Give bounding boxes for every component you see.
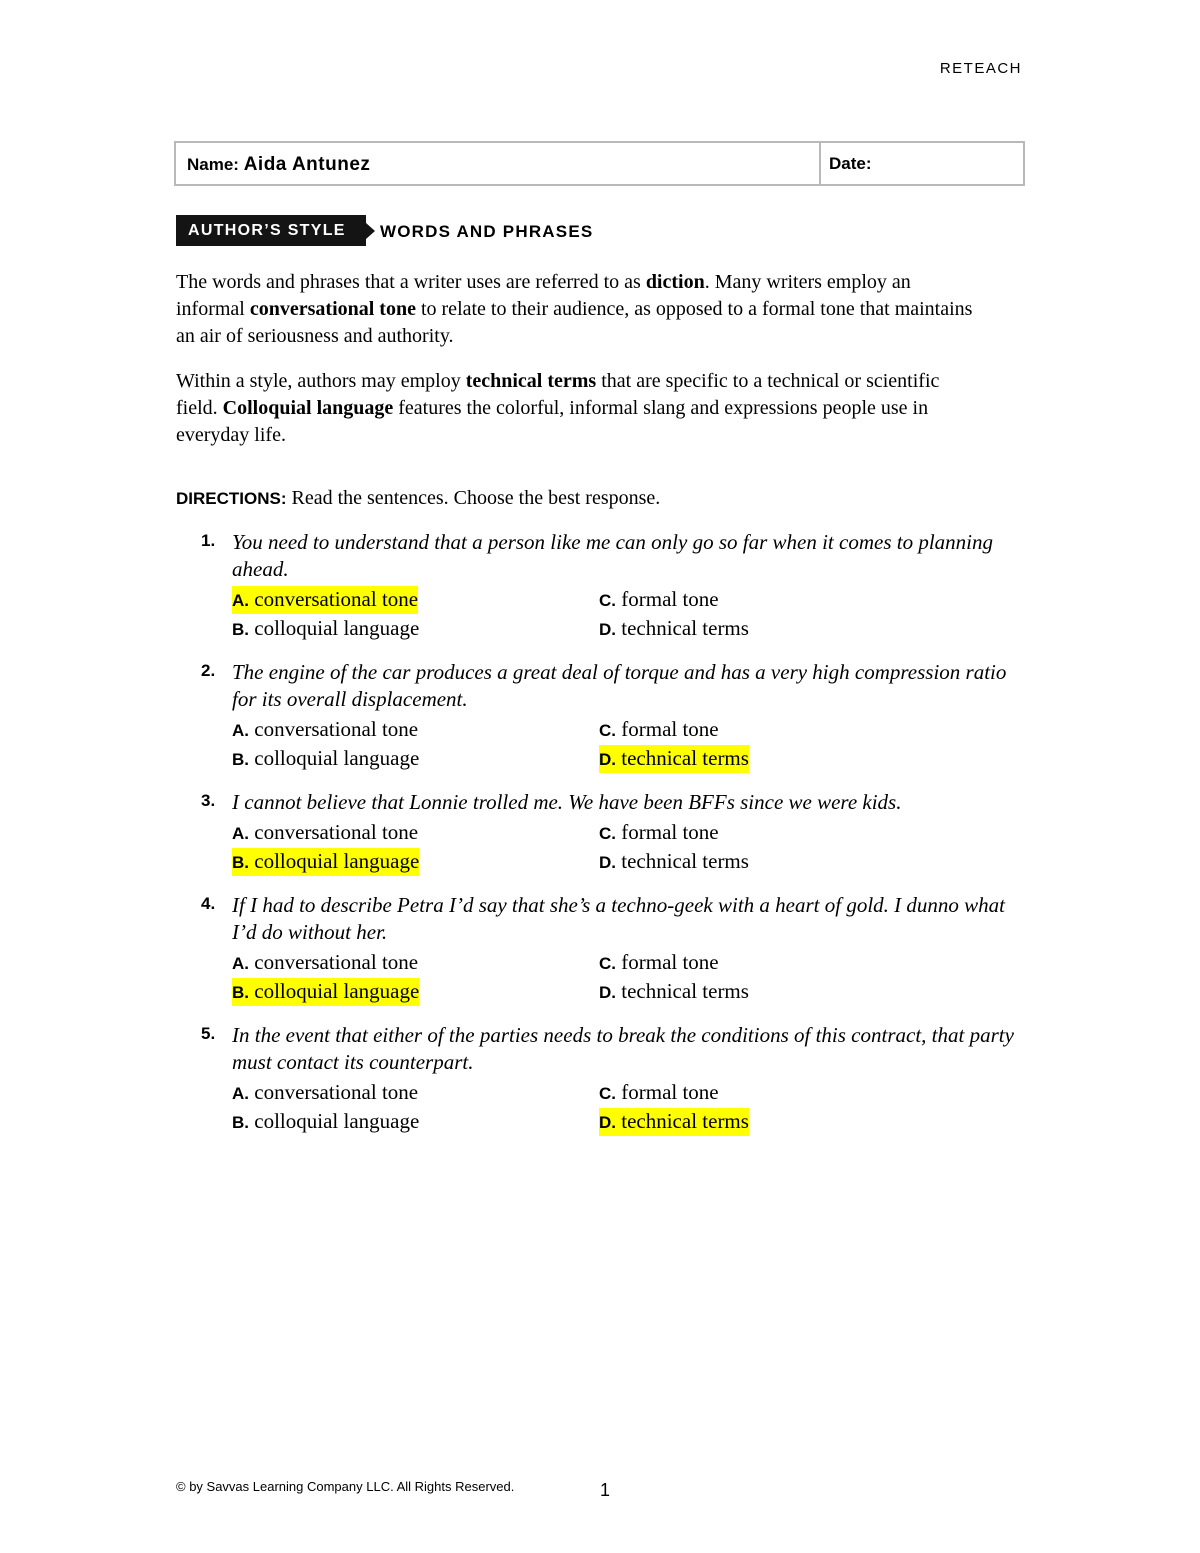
option-a[interactable] [232,716,418,744]
option-text: technical terms [616,746,749,770]
question-text: In the event that either of the parties needs to break the conditions of this contract, that party must contact its counterpart. [232,1023,1014,1074]
option-a[interactable] [232,819,418,847]
name-date-box [174,141,1025,186]
intro-paragraph-1 [176,269,976,350]
name-label: Name: [187,155,239,174]
option-letter: C. [599,954,616,973]
option-c[interactable] [599,586,719,614]
option-a[interactable] [232,949,418,977]
date-field[interactable] [821,143,1023,184]
page-number: 1 [600,1480,611,1500]
section-title: WORDS AND PHRASES [380,222,594,241]
option-text: colloquial language [249,1109,420,1133]
option-text: colloquial language [249,979,420,1003]
option-text: technical terms [616,979,749,1003]
question-text: If I had to describe Petra I’d say that she’s a techno-geek with a heart of gold. I dunno what I’d do without her. [232,893,1005,944]
option-b[interactable] [232,745,419,773]
intro-text: . Many writers employ an informal [176,271,911,320]
option-text: technical terms [616,1109,749,1133]
option-b[interactable] [232,848,419,876]
option-c[interactable] [599,716,719,744]
option-text: conversational tone [249,587,419,611]
option-letter: A. [232,721,249,740]
intro-text: to relate to their audience, as opposed to a formal tone that maintains an air of seriousness and authority. [176,298,973,347]
option-text: formal tone [616,820,719,844]
option-a[interactable] [232,1079,418,1107]
option-b[interactable] [232,1108,419,1136]
page-header-label: RETEACH [939,60,1022,77]
name-field[interactable] [176,143,821,184]
question-number: 4. [201,894,216,913]
option-text: formal tone [616,1080,719,1104]
option-letter: C. [599,721,616,740]
question-text: I cannot believe that Lonnie trolled me. We have been BFFs since we were kids. [232,790,902,814]
intro-text: The words and phrases that a writer uses are referred to as [176,271,646,293]
question-number: 3. [201,791,216,810]
directions [176,485,660,512]
option-letter: A. [232,591,249,610]
intro-paragraph-2 [176,368,976,449]
option-letter: C. [599,591,616,610]
option-text: technical terms [616,616,749,640]
directions-label: DIRECTIONS: [176,489,287,508]
option-letter: A. [232,1084,249,1103]
intro-text: Within a style, authors may employ [176,370,466,392]
option-text: colloquial language [249,849,420,873]
directions-text: Read the sentences. Choose the best response. [286,487,661,509]
option-text: conversational tone [249,1080,419,1104]
option-letter: D. [599,983,616,1002]
option-a[interactable] [232,586,418,614]
option-letter: B. [232,983,249,1002]
option-b[interactable] [232,615,419,643]
option-letter: C. [599,1084,616,1103]
option-c[interactable] [599,949,719,977]
option-letter: B. [232,1113,249,1132]
option-c[interactable] [599,1079,719,1107]
question-number: 2. [201,661,216,680]
name-value: Aida Antunez [243,154,371,175]
option-letter: D. [599,620,616,639]
question-text: You need to understand that a person like me can only go so far when it comes to planning ahead. [232,530,993,581]
term-technical-terms: technical terms [465,370,597,392]
option-text: formal tone [616,950,719,974]
option-text: colloquial language [249,746,420,770]
option-d[interactable] [599,745,749,773]
option-text: conversational tone [249,717,419,741]
intro-text: that are specific to a technical or scientific field. [176,370,940,419]
tag-arrow-icon [366,223,375,239]
option-letter: B. [232,620,249,639]
option-letter: D. [599,1113,616,1132]
date-label: Date: [829,154,872,173]
option-d[interactable] [599,1108,749,1136]
option-d[interactable] [599,848,749,876]
option-d[interactable] [599,615,749,643]
option-d[interactable] [599,978,749,1006]
option-c[interactable] [599,819,719,847]
option-text: formal tone [616,587,719,611]
option-letter: D. [599,853,616,872]
option-text: colloquial language [249,616,420,640]
term-conversational-tone: conversational tone [249,298,416,320]
option-b[interactable] [232,978,419,1006]
option-letter: C. [599,824,616,843]
intro-text: features the colorful, informal slang and expressions people use in everyday life. [176,397,929,446]
option-letter: A. [232,824,249,843]
option-text: conversational tone [249,950,419,974]
option-letter: D. [599,750,616,769]
option-letter: B. [232,750,249,769]
term-diction: diction [645,271,705,293]
option-letter: A. [232,954,249,973]
question-number: 5. [201,1024,216,1043]
option-letter: B. [232,853,249,872]
question-number: 1. [201,531,216,550]
question-text: The engine of the car produces a great deal of torque and has a very high compression ratio for its overall displacement. [232,660,1007,711]
option-text: conversational tone [249,820,419,844]
footer-copyright: © by Savvas Learning Company LLC. All Rights Reserved. [176,1479,515,1494]
term-colloquial-language: Colloquial language [222,397,394,419]
option-text: technical terms [616,849,749,873]
section-tag: AUTHOR’S STYLE [176,215,366,246]
option-text: formal tone [616,717,719,741]
